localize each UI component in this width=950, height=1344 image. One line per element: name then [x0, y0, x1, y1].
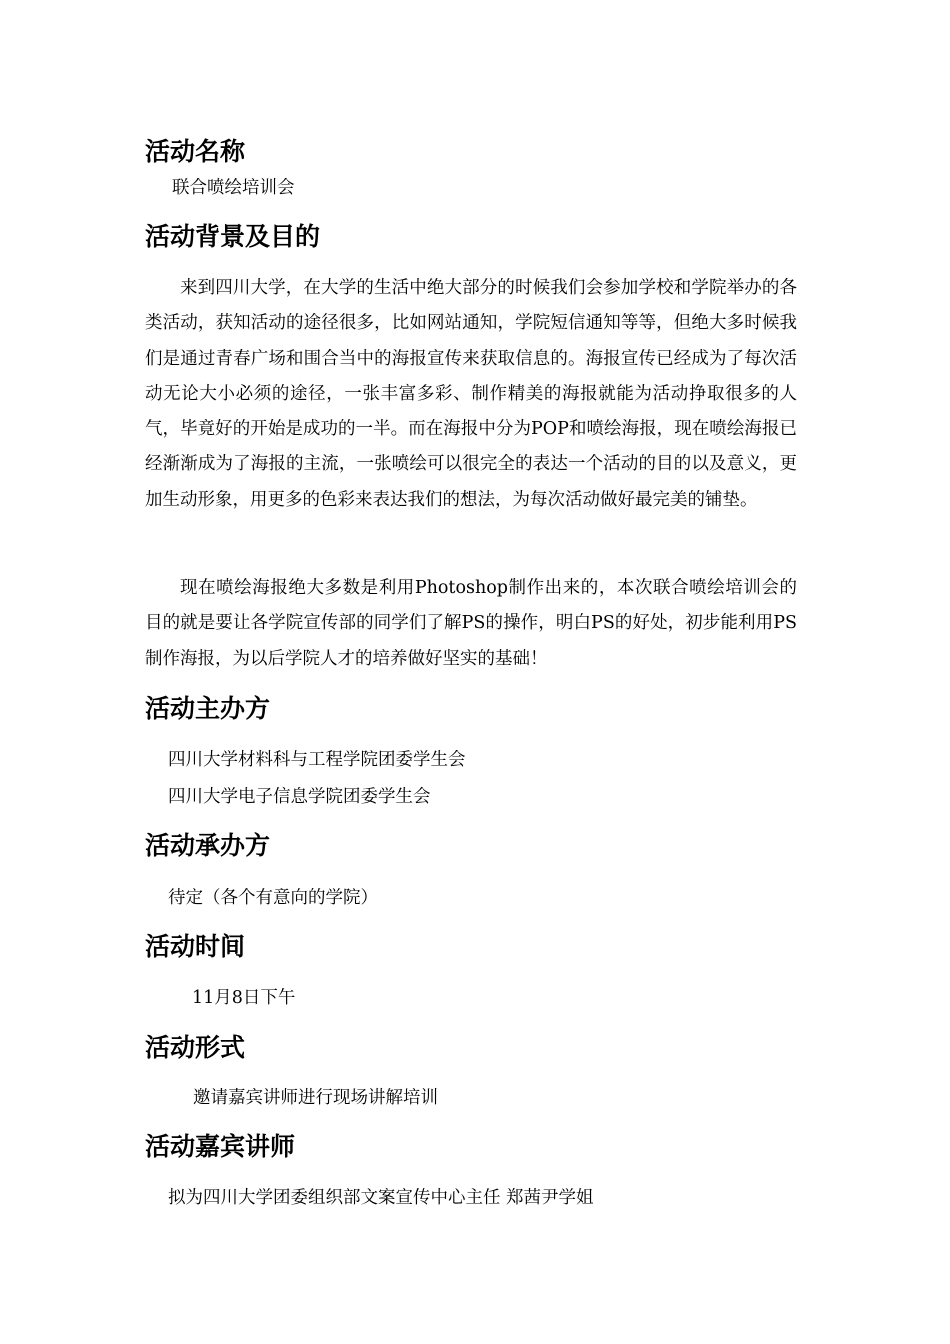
organizer-item: 四川大学电子信息学院团委学生会	[168, 787, 431, 807]
time-text: 11月8日下午	[192, 988, 296, 1008]
heading-organizer: 活动主办方	[145, 694, 271, 723]
heading-background-purpose: 活动背景及目的	[145, 222, 321, 251]
heading-time: 活动时间	[145, 932, 246, 961]
background-paragraph-2: 现在喷绘海报绝大多数是利用Photoshop制作出来的，本次联合喷绘培训会的目的就是要让各学院宣传部的同学们了解PS的操作，明白PS的好处，初步能利用PS制作海报，为以后学院人才的培养做好坚实的基础！	[145, 578, 797, 669]
heading-speaker: 活动嘉宾讲师	[145, 1132, 296, 1161]
heading-format: 活动形式	[145, 1033, 246, 1062]
heading-host: 活动承办方	[145, 831, 271, 860]
background-paragraph-1: 来到四川大学，在大学的生活中绝大部分的时候我们会参加学校和学院举办的各类活动，获知活动的途径很多，比如网站通知，学院短信通知等等，但绝大多时候我们是通过青春广场和围合当中的海报宣传来获取信息的。海报宣传已经成为了每次活动无论大小必须的途径，一张丰富多彩、制作精美的海报就能为活动挣取很多的人气，毕竟好的开始是成功的一半。而在海报中分为POP和喷绘海报，现在喷绘海报已经渐渐成为了海报的主流，一张喷绘可以很完全的表达一个活动的目的以及意义，更加生动形象，用更多的色彩来表达我们的想法，为每次活动做好最完美的铺垫。	[145, 278, 797, 510]
speaker-text: 拟为四川大学团委组织部文案宣传中心主任 郑茜尹学姐	[168, 1188, 594, 1208]
format-text: 邀请嘉宾讲师进行现场讲解培训	[193, 1088, 438, 1108]
organizer-item: 四川大学材料科与工程学院团委学生会	[168, 750, 466, 770]
host-text: 待定（各个有意向的学院）	[168, 888, 378, 908]
heading-activity-name: 活动名称	[145, 137, 246, 166]
activity-name-text: 联合喷绘培训会	[172, 178, 295, 198]
